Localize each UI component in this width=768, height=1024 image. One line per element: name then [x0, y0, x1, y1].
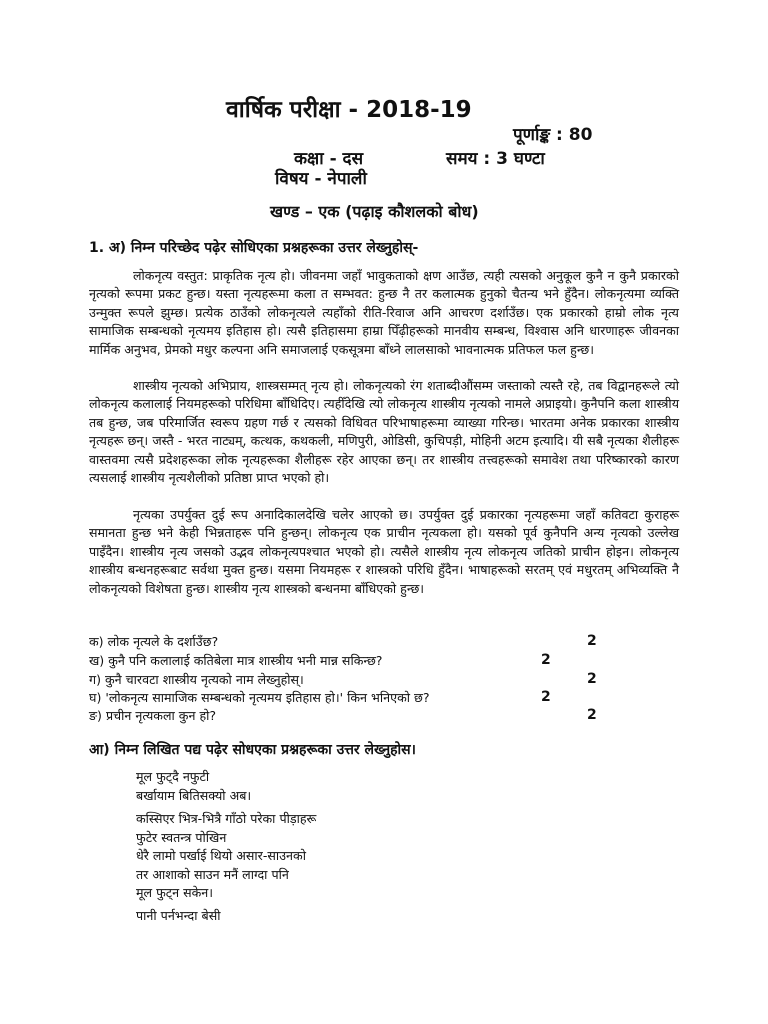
- question-1-heading: 1. अ) निम्न परिच्छेद पढ़ेर सोधिएका प्रश्नहरूका उत्तर लेख्नुहोस्-: [89, 240, 419, 256]
- poem-line: मूल फुट्न सकेन।: [136, 885, 214, 901]
- question-text: ङ) प्रचीन नृत्यकला कुन हो?: [89, 708, 217, 723]
- question-item: [89, 688, 649, 707]
- passage-paragraph-3-text: नृत्यका उपर्युक्त दुई रूप अनादिकालदेखि चलेर आएको छ। उपर्युक्त दुई प्रकारका नृत्यहरूमा जहाँ कतिवटा कुराहरू समानता हुन्छ भने केही भिन्नताहरू पनि हुन्छन्। लोकनृत्य एक प्राचीन नृत्यकला हो। यसको पूर्व कुनैपनि अन्य नृत्यको उल्लेख पाइँदैन। शास्त्रीय नृत्य जसको उद्भव लोकनृत्यपश्चात भएको हो। त्यसैले शास्त्रीय नृत्य लोकनृत्य जतिको प्राचीन होइन। लोकनृत्य शास्त्रीय बन्धनहरूबाट सर्वथा मुक्त हुन्छ। यसमा नियमहरू र शास्त्रको परिधि हुँदैन। भाषाहरूको सरतम् एवं मधुरतम् अभिव्यक्ति नै लोकनृत्यको विशेषता हुन्छ। शास्त्रीय नृत्य शास्त्रको बन्धनमा बाँधिएको हुन्छ।: [89, 507, 679, 596]
- passage-paragraph-1: [89, 267, 679, 359]
- passage-paragraph-2: [89, 377, 679, 487]
- full-marks: पूर्णाङ्क : 80: [513, 125, 593, 145]
- question-text: ख) कुनै पनि कलालाई कतिबेला मात्र शास्त्रीय भनी मान्न सकिन्छ?: [89, 653, 383, 668]
- question-item: [89, 651, 649, 670]
- subject-label: विषय - नेपाली: [275, 169, 367, 189]
- exam-title: वार्षिक परीक्षा - 2018-19: [226, 97, 472, 123]
- passage-paragraph-2-text: शास्त्रीय नृत्यको अभिप्राय, शास्त्रसम्मत् नृत्य हो। लोकनृत्यको रंग शताब्दीऔंसम्म जस्ताको त्यस्तै रहे, तब विद्वानहरूले त्यो लोकनृत्य कलालाई नियमहरूको परिधिमा बाँधिदिए। त्यहीँदेखि त्यो लोकनृत्य शास्त्रीय नृत्यको नामले अप्राइयो। कुनैपनि कला शास्त्रीय तब हुन्छ, जब परिमार्जित स्वरूप ग्रहण गर्छ र त्यसको विधिवत परिभाषाहरूमा व्याख्या गरिन्छ। भारतमा अनेक प्रकारका शास्त्रीय नृत्यहरू छन्। जस्तै - भरत नाट्यम्, कत्थक, कथकली, मणिपुरी, ओडिसी, कुचिपड़ी, मोहिनी अटम इत्यादि। यी सबै नृत्यका शैलीहरू वास्तवमा त्यसै प्रदेशहरूका लोक नृत्यहरूका शैलीहरू रहेर आएका छन्। तर शास्त्रीय तत्त्वहरूको समावेश तथा परिष्कारको कारण त्यसलाई शास्त्रीय नृत्यशैलीको प्रतिष्ठा प्राप्त भएको हो।: [89, 378, 679, 486]
- question-marks: 2: [587, 671, 597, 687]
- question-item: [89, 706, 649, 725]
- class-label: कक्षा - दस: [294, 149, 364, 169]
- question-marks: 2: [541, 689, 551, 705]
- poem-line: बर्खायाम बितिसक्यो अब।: [136, 787, 252, 803]
- poem-line: कस्सिएर भित्र-भित्रै गाँठो परेका पीड़ाहरू: [136, 811, 317, 826]
- poem-line: फुटेर स्वतन्त्र पोखिन: [136, 829, 227, 845]
- question-marks: 2: [587, 707, 597, 723]
- poem-stanza: [136, 768, 251, 805]
- question-text: क) लोक नृत्यले के दर्शाउँछ?: [89, 634, 219, 649]
- section-heading: खण्ड – एक (पढ़ाइ कौशलको बोध): [270, 202, 479, 221]
- poem-line: तर आशाको साउन मनैं लाग्दा पनि: [136, 866, 289, 882]
- question-item: [89, 670, 649, 689]
- poem-stanza: [136, 810, 316, 903]
- question-marks: 2: [541, 652, 551, 668]
- poem-stanza: [136, 907, 220, 926]
- poem-line: धेरै लामो पर्खाई थियो असार-साउनको: [136, 848, 306, 864]
- question-text: घ) 'लोकनृत्य सामाजिक सम्बन्धको नृत्यमय इतिहास हो।' किन भनिएको छ?: [89, 690, 430, 705]
- time-label: समय : 3 घण्टा: [446, 149, 545, 169]
- question-text: ग) कुनै चारवटा शास्त्रीय नृत्यको नाम लेख्नुहोस्।: [89, 672, 304, 687]
- question-marks: 2: [587, 633, 597, 649]
- passage-paragraph-3: [89, 506, 679, 598]
- passage-paragraph-1-text: लोकनृत्य वस्तुत: प्राकृतिक नृत्य हो। जीवनमा जहाँ भावुकताको क्षण आउँछ, त्यही त्यसको अनुकूल कुनै न कुनै प्रकारको नृत्यको रूपमा प्रकट हुन्छ। यस्ता नृत्यहरूमा कला त सम्भवत: हुन्छ नै तर कलात्मक हुनुको चैतन्य भने हुँदैन। लोकनृत्यमा व्यक्ति उन्मुक्त रूपले झुम्छ। प्रत्येक ठाउँको लोकनृत्यले त्यहाँको रीति-रिवाज अनि आचरण दर्शाउँछ। एक प्रकारको हाम्रो लोक नृत्य सामाजिक सम्बन्धको नृत्यमय इतिहास हो। त्यसै इतिहासमा हाम्रा पिँढ़ीहरूको मानवीय सम्बन्ध, विश्वास अनि धारणाहरू जीवनका मार्मिक अनुभव, प्रेमको मधुर कल्पना अनि समाजलाई एकसूत्रमा बाँध्ने लालसाको भावनात्मक प्रतिफल फल हुन्छ।: [89, 268, 679, 357]
- question-item: [89, 632, 649, 651]
- poem-line: मूल फुट्दै नफुटी: [136, 769, 210, 784]
- question-2-heading: आ) निम्न लिखित पद्य पढ़ेर सोधएका प्रश्नहरूका उत्तर लेख्नुहोस।: [89, 742, 416, 758]
- poem-line: पानी पर्नभन्दा बेसी: [136, 908, 221, 923]
